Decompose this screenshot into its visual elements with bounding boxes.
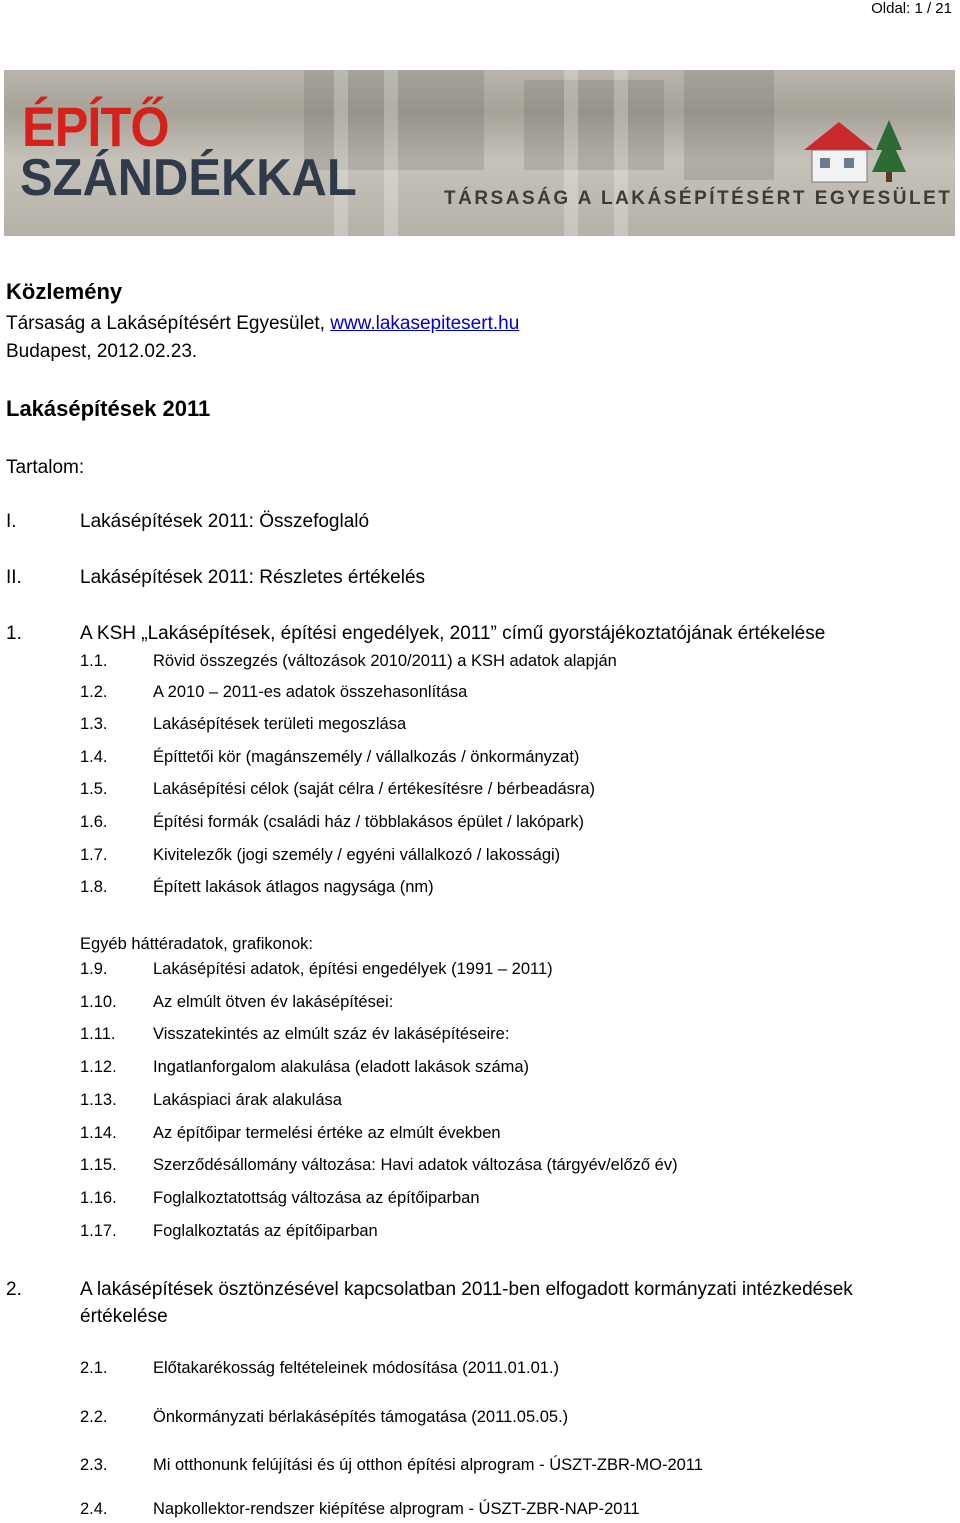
toc-item-num: 1.6. [80,813,108,831]
toc-item-num: 1.8. [80,878,108,896]
toc-item-num: 1.11. [80,1025,116,1043]
toc-item: Lakásépítések területi megoszlása [153,715,407,733]
toc-item-num: 1.12. [80,1058,117,1076]
toc-item-num: 1.10. [80,993,117,1011]
other-data-label: Egyéb háttéradatok, grafikonok: [80,935,313,953]
toc-item: Lakásépítési célok (saját célra / értékesítésre / bérbeadásra) [153,780,596,798]
toc-item: Kivitelezők (jogi személy / egyéni vállalkozó / lakossági) [153,846,561,864]
toc-item: Épített lakások átlagos nagysága (nm) [153,878,434,896]
toc-item: Az építőipar termelési értéke az elmúlt években [153,1124,501,1142]
toc-item-num: 1.3. [80,715,108,733]
announcement-title: Közlemény [6,279,123,304]
dateline: Budapest, 2012.02.23. [6,341,198,362]
toc-item: Építési formák (családi ház / többlakásos épület / lakópark) [153,813,585,831]
toc-item: A 2010 – 2011-es adatok összehasonlítása [153,683,468,701]
toc-item: Lakásépítési adatok, építési engedélyek (1991 – 2011) [153,960,553,978]
organization-name: Társaság a Lakásépítésért Egyesület, [6,313,331,334]
toc-item: Lakáspiaci árak alakulása [153,1091,342,1109]
section-1-num: 1. [6,623,22,644]
toc-roman-item: Lakásépítések 2011: Összefoglaló [80,511,370,532]
toc-item-num: 1.14. [80,1124,117,1142]
toc-item: Napkollektor-rendszer kiépítése alprogram - ÚSZT-ZBR-NAP-2011 [153,1500,640,1518]
toc-item: Visszatekintés az elmúlt száz év lakásépítéseire: [153,1025,510,1043]
toc-item: Mi otthonunk felújítási és új otthon építési alprogram - ÚSZT-ZBR-MO-2011 [153,1456,703,1474]
toc-item-num: 2.1. [80,1359,108,1377]
toc-item: Foglalkoztatás az építőiparban [153,1222,378,1240]
banner-subtitle: TÁRSASÁG A LAKÁSÉPÍTÉSÉRT EGYESÜLET [444,188,953,209]
logo-line-2: SZÁNDÉKKAL [20,149,357,207]
section-1-title: A KSH „Lakásépítések, építési engedélyek, 2011” című gyorstájékoztatójának értékelése [80,623,826,644]
toc-item-num: 1.16. [80,1189,117,1207]
toc-item: Ingatlanforgalom alakulása (eladott lakások száma) [153,1058,530,1076]
toc-item-num: 1.1. [80,652,108,670]
toc-roman-num: II. [6,567,22,588]
toc-label: Tartalom: [6,457,85,478]
toc-roman-item: Lakásépítések 2011: Részletes értékelés [80,567,426,588]
section-2-num: 2. [6,1279,22,1300]
toc-item-num: 1.15. [80,1156,117,1174]
page-counter: Oldal: 1 / 21 [871,0,952,17]
toc-item: Rövid összegzés (változások 2010/2011) a KSH adatok alapján [153,652,617,670]
toc-roman-num: I. [6,511,17,532]
toc-item-num: 1.7. [80,846,108,864]
toc-item-num: 1.2. [80,683,108,701]
house-logo-icon [794,110,914,190]
toc-item-num: 2.3. [80,1456,108,1474]
document-title: Lakásépítések 2011 [6,396,211,421]
toc-item: Önkormányzati bérlakásépítés támogatása (2011.05.05.) [153,1408,569,1426]
toc-item-num: 2.2. [80,1408,108,1426]
toc-item: Szerződésállomány változása: Havi adatok változása (tárgyév/előző év) [153,1156,678,1174]
toc-item-num: 1.5. [80,780,108,798]
toc-item: Az elmúlt ötven év lakásépítései: [153,993,394,1011]
toc-item-num: 1.17. [80,1222,117,1240]
logo-line-1: ÉPÍTŐ [22,95,169,158]
toc-item: Foglalkoztatottság változása az építőiparban [153,1189,480,1207]
section-2-title-line1: A lakásépítések ösztönzésével kapcsolatban 2011-ben elfogadott kormányzati intézkedések [80,1279,853,1300]
toc-item-num: 2.4. [80,1500,108,1518]
toc-item: Előtakarékosság feltételeinek módosítása (2011.01.01.) [153,1359,560,1377]
section-2-title-line2: értékelése [80,1306,168,1327]
organization-line [6,313,519,335]
website-link[interactable]: www.lakasepitesert.hu [330,313,520,334]
toc-item-num: 1.9. [80,960,108,978]
toc-item: Építtetői kör (magánszemély / vállalkozás / önkormányzat) [153,748,580,766]
header-banner [4,70,955,236]
toc-item-num: 1.4. [80,748,108,766]
toc-item-num: 1.13. [80,1091,117,1109]
